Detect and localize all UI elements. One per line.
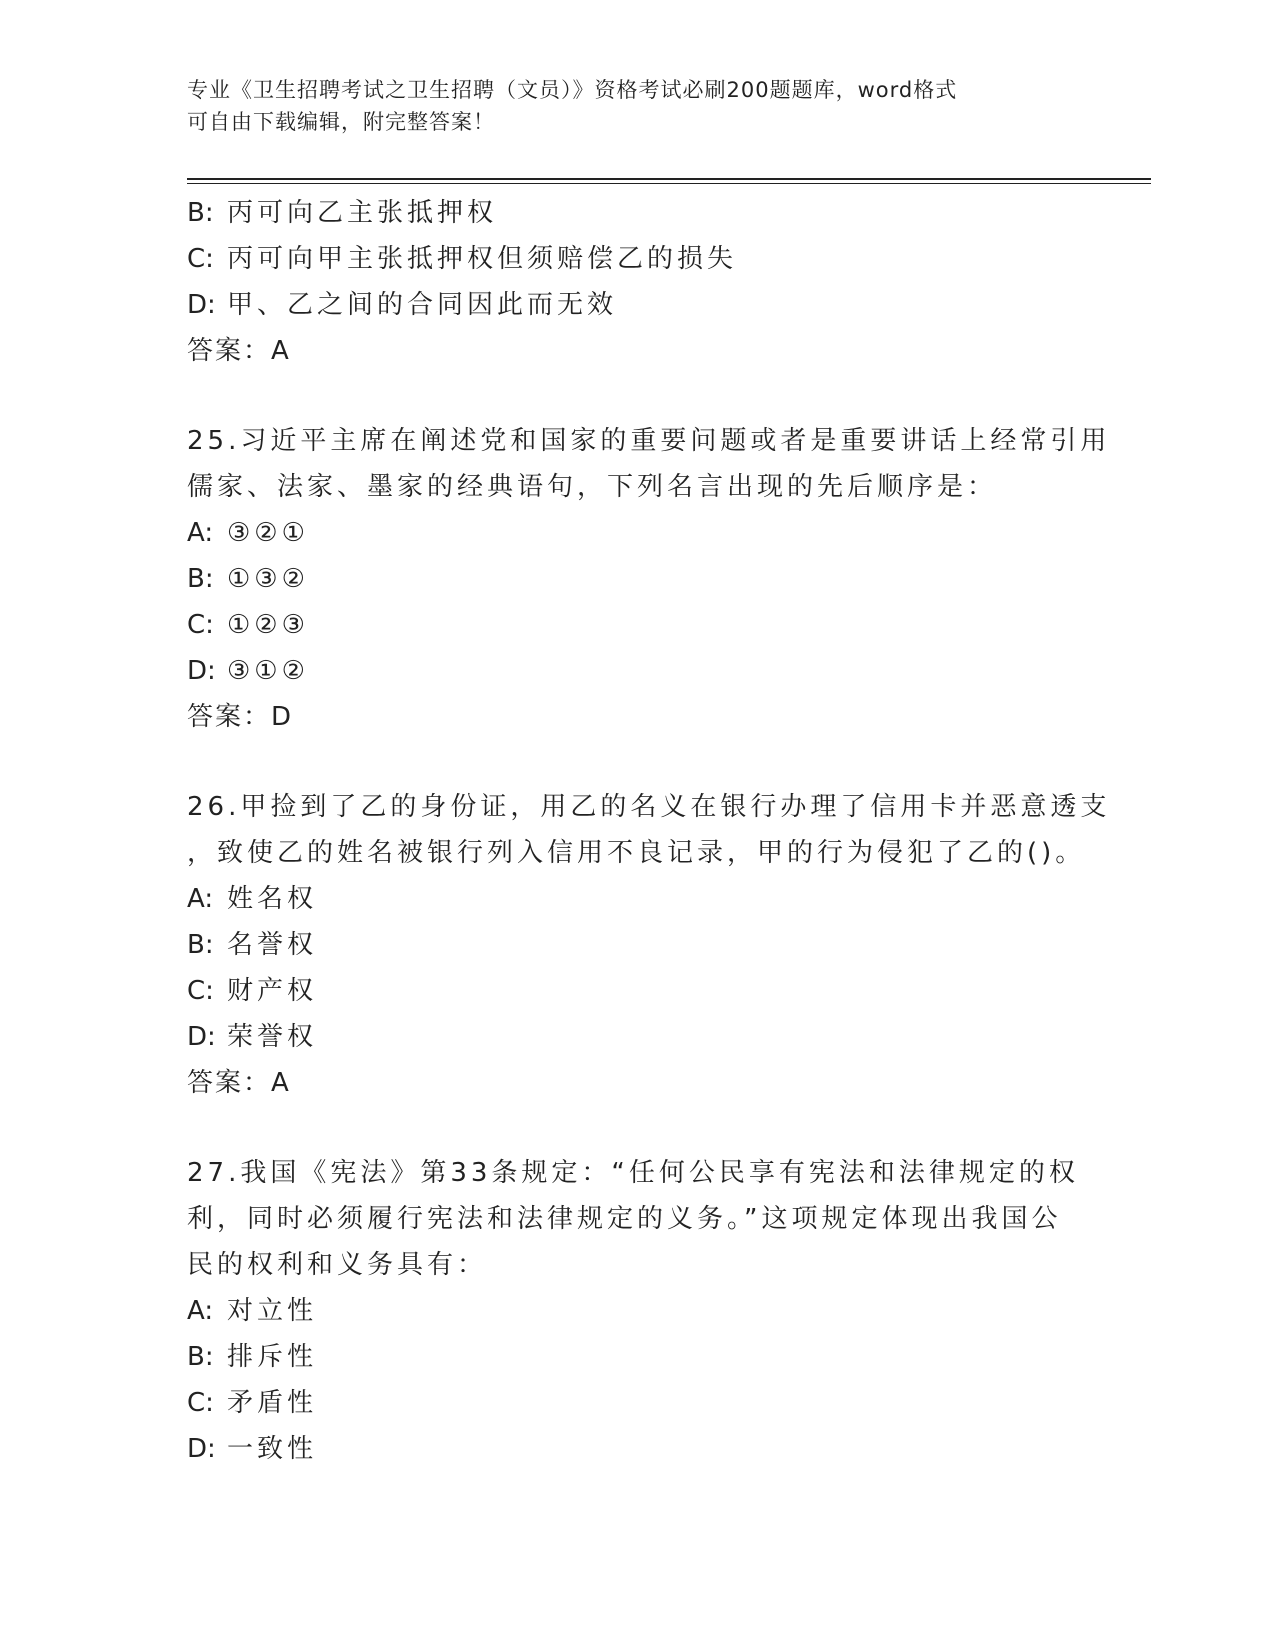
prev-option-c bbox=[187, 236, 1087, 282]
question-text-line: 利，同时必须履行宪法和法律规定的义务。”这项规定体现出我国公 bbox=[187, 1204, 1062, 1234]
option-d bbox=[187, 1014, 1087, 1060]
option-key: C: bbox=[187, 1388, 214, 1418]
option-text: 丙可向乙主张抵押权 bbox=[227, 198, 498, 228]
option-c bbox=[187, 968, 1087, 1014]
option-c bbox=[187, 1380, 1087, 1426]
option-d bbox=[187, 648, 1087, 694]
option-b bbox=[187, 556, 1087, 602]
question-text-line: 27.我国《宪法》第33条规定：“任何公民享有宪法和法律规定的权 bbox=[187, 1158, 1079, 1188]
header-divider-thick bbox=[187, 178, 1151, 180]
option-key: B: bbox=[187, 564, 214, 594]
option-text: ③①② bbox=[227, 656, 309, 686]
answer: 答案：A bbox=[187, 1068, 291, 1098]
option-text: ①③② bbox=[227, 564, 309, 594]
document-header bbox=[187, 74, 1067, 138]
question-27 bbox=[187, 1150, 1087, 1472]
question-25 bbox=[187, 418, 1111, 740]
header-divider-thin bbox=[187, 183, 1151, 184]
question-text-line: 26.甲捡到了乙的身份证，用乙的名义在银行办理了信用卡并恶意透支 bbox=[187, 792, 1111, 822]
option-key: A: bbox=[187, 884, 214, 914]
option-a bbox=[187, 1288, 1087, 1334]
option-key: B: bbox=[187, 1342, 214, 1372]
option-key: B: bbox=[187, 198, 214, 228]
option-text: 姓名权 bbox=[227, 884, 318, 914]
option-text: 财产权 bbox=[227, 976, 318, 1006]
option-key: A: bbox=[187, 518, 214, 548]
header-title-line-1: 专业《卫生招聘考试之卫生招聘（文员）》资格考试必刷200题题库，word格式 bbox=[187, 78, 958, 102]
option-c bbox=[187, 602, 1087, 648]
header-title-line-2: 可自由下载编辑，附完整答案！ bbox=[187, 110, 495, 134]
option-text: 名誉权 bbox=[227, 930, 318, 960]
option-text: ①②③ bbox=[227, 610, 309, 640]
option-key: C: bbox=[187, 244, 214, 274]
option-a bbox=[187, 876, 1087, 922]
prev-answer: 答案：A bbox=[187, 336, 291, 366]
option-text: 丙可向甲主张抵押权但须赔偿乙的损失 bbox=[227, 244, 738, 274]
option-key: D: bbox=[187, 656, 216, 686]
option-key: A: bbox=[187, 1296, 214, 1326]
question-text-line: 民的权利和义务具有： bbox=[187, 1250, 488, 1280]
option-a bbox=[187, 510, 1087, 556]
option-text: 一致性 bbox=[227, 1434, 318, 1464]
option-key: D: bbox=[187, 1434, 216, 1464]
question-text-line: 儒家、法家、墨家的经典语句，下列名言出现的先后顺序是： bbox=[187, 472, 998, 502]
question-text-line: 25.习近平主席在阐述党和国家的重要问题或者是重要讲话上经常引用 bbox=[187, 426, 1111, 456]
prev-question-block bbox=[187, 190, 1087, 374]
option-key: C: bbox=[187, 610, 214, 640]
option-text: ③②① bbox=[227, 518, 309, 548]
option-text: 甲、乙之间的合同因此而无效 bbox=[227, 290, 618, 320]
option-key: D: bbox=[187, 290, 216, 320]
option-text: 荣誉权 bbox=[227, 1022, 318, 1052]
prev-option-d bbox=[187, 282, 1087, 328]
option-text: 排斥性 bbox=[227, 1342, 318, 1372]
option-b bbox=[187, 922, 1087, 968]
option-text: 对立性 bbox=[227, 1296, 318, 1326]
option-key: D: bbox=[187, 1022, 216, 1052]
question-text-line: ，致使乙的姓名被银行列入信用不良记录，甲的行为侵犯了乙的()。 bbox=[187, 838, 1086, 868]
question-26 bbox=[187, 784, 1111, 1106]
option-d bbox=[187, 1426, 1087, 1472]
option-key: B: bbox=[187, 930, 214, 960]
option-key: C: bbox=[187, 976, 214, 1006]
prev-option-b bbox=[187, 190, 1087, 236]
option-b bbox=[187, 1334, 1087, 1380]
question-list bbox=[187, 190, 1111, 1472]
option-text: 矛盾性 bbox=[227, 1388, 318, 1418]
answer: 答案：D bbox=[187, 702, 294, 732]
